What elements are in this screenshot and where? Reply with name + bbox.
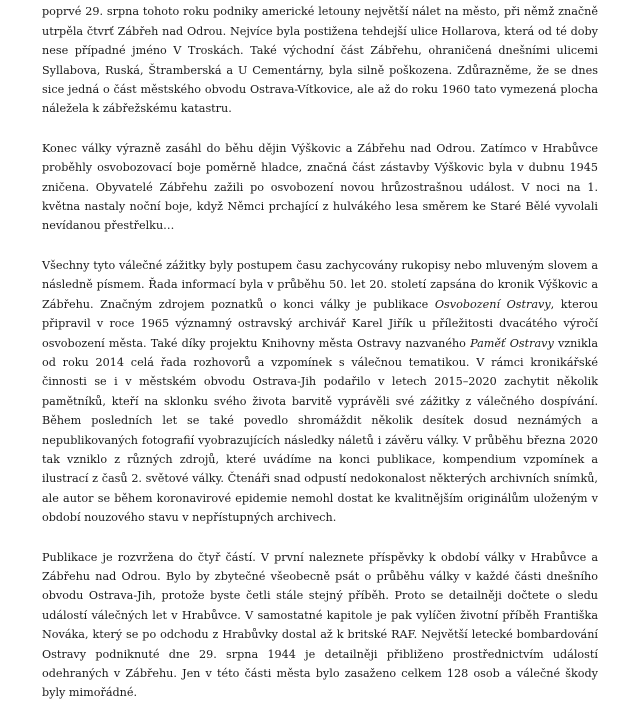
text-run: Konec války výrazně zasáhl do běhu dějin Výškovic a Zábřehu nad Odrou. Zatímco v Hrabůvce proběhly osvobozovací boje poměrně hladce, značná část zástavby Výškovic byla v dubnu 1945 zničena. Obyvatelé Zábřehu zažili po osvobození novou hrůzostrašnou událost. V noci na 1. května nastaly noční boje, když Němci prchající z hulvákého lesa směrem ke Staré Bělé vyvolali nevídanou přestřelku…: [42, 141, 598, 233]
text-run: , kterou připravil v roce 1965 významný ostravský archivář Karel Jiřík u příležitosti dvacátého výročí osvobození města. Také díky projektu Knihovny města Ostravy nazvaného: [42, 297, 598, 350]
body-text: [42, 0, 598, 723]
paragraph: [42, 139, 598, 236]
italic-title: Paměť Ostravy: [470, 336, 554, 350]
italic-title: Osvobození Ostravy: [434, 297, 551, 311]
paragraph: [42, 256, 598, 528]
text-run: Všechny tyto válečné zážitky byly postupem času zachycovány rukopisy nebo mluveným slovem a následně písmem. Řada informací byla v průběhu 50. let 20. století zapsána do kronik Výškovic a Zábřehu. Značným zdrojem poznatků o konci války je publikace: [42, 258, 598, 311]
text-run: Publikace je rozvržena do čtyř částí. V první naleznete příspěvky k období války v Hrabůvce a Zábřehu nad Odrou. Bylo by zbytečné všeobecně psát o průběhu války v každé části dnešního obvodu Ostrava-Jih, protože byste četli stále stejný příběh. Proto se detailněji dočtete o sledu událostí válečných let v Hrabůvce. V samostatné kapitole je pak vylíčen životní příběh Františka Nováka, který se po odchodu z Hrabůvky dostal až k britské RAF. Největší letecké bombardování Ostravy podniknuté dne 29. srpna 1944 je detailněji přibliženo prostřednictvím událostí odehraných v Zábřehu. Jen v této části města bylo zasaženo celkem 128 osob a válečné škody byly mimořádné.: [42, 550, 598, 700]
paragraph: [42, 548, 598, 703]
text-run: poprvé 29. srpna tohoto roku podniky americké letouny největší nálet na město, při němž značně utrpěla čtvrť Zábřeh nad Odrou. Nejvíce byla postižena tehdejší ulice Hollarova, která od té doby nese případné jméno V Troskách. Také východní část Zábřehu, ohraničená dnešními ulicemi Syllabova, Ruská, Štramberská a U Cementárny, byla silně poškozena. Zdůrazněme, že se dnes sice jedná o část městského obvodu Ostrava-Vítkovice, ale až do roku 1960 tato vymezená plocha náležela k zábřežskému katastru.: [42, 5, 598, 116]
text-run: vznikla od roku 2014 celá řada rozhovorů a vzpomínek s válečnou tematikou. V rámci kronikářské činnosti se i v městském obvodu Ostrava-Jih podařilo v letech 2015–2020 zachytit několik pamětníků, kteří na sklonku svého života barvitě vyprávěli své zážitky z válečného dospívání. Během posledních let se také povedlo shromáždit několik desítek dosud neznámých a nepublikovaných fotografií vyobrazujících následky náletů i závěru války. V průběhu března 2020 tak vzniklo z různých zdrojů, které uvádíme na konci publikace, kompendium vzpomínek a ilustrací z časů 2. světové války. Čtenáři snad odpustí nedokonalost některých archivních snímků, ale autor se během koronavirové epidemie nemohl dostat ke kvalitnějším originálům uloženým v období nouzového stavu v nepřístupných archivech.: [42, 336, 598, 525]
paragraph: [42, 0, 598, 119]
